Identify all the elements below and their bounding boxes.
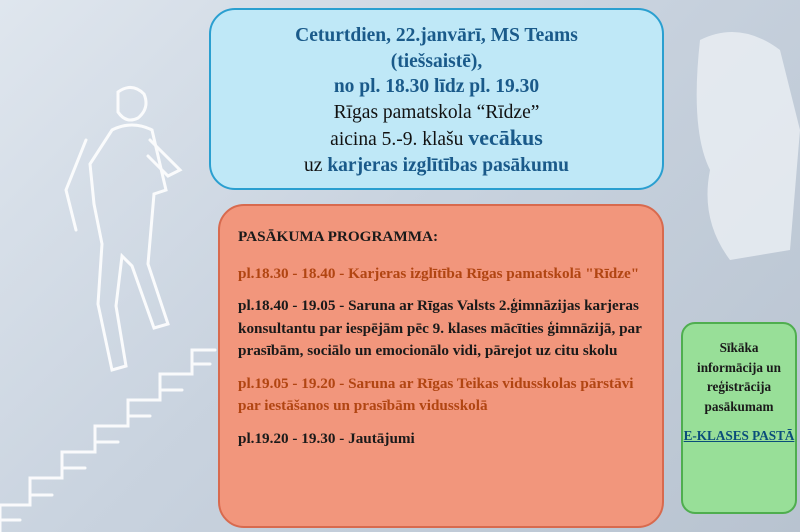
event-highlight: karjeras izglītības pasākumu [327, 154, 569, 176]
parents-highlight: vecākus [468, 125, 543, 150]
announcement-time: no pl. 18.30 līdz pl. 19.30 [333, 76, 540, 97]
program-heading: PASĀKUMA PROGRAMMA: [238, 228, 439, 245]
eklase-link[interactable]: E-KLASES PASTĀ [683, 428, 795, 443]
info-text: Sīkāka informācija un reģistrācija pasākumam [697, 340, 781, 414]
announcement-school: Rīgas pamatskola “Rīdze” [333, 101, 540, 123]
program-box [218, 204, 664, 528]
program-item: pl.18.30 - 18.40 - Karjeras izglītība Rīgas pamatskolā "Rīdze" [238, 264, 640, 282]
announcement-online: (tiešsaistē), [390, 50, 483, 72]
program-item: pl.19.20 - 19.30 - Jautājumi [238, 429, 415, 447]
announcement-invite: aicina 5.-9. klašu vecākus [330, 125, 543, 150]
announcement-event: uz karjeras izglītības pasākumu [304, 154, 569, 176]
program-item: pl.19.05 - 19.20 - Saruna ar Rīgas Teikas vidusskolas pārstāvi par iestāšanos un prasībām vidusskolā [238, 374, 634, 414]
info-box [681, 322, 797, 514]
announcement-date: Ceturtdien, 22.janvārī, MS Teams [295, 25, 578, 46]
announcement-box [209, 8, 664, 190]
program-item: pl.18.40 - 19.05 - Saruna ar Rīgas Valsts 2.ģimnāzijas karjeras konsultantu par iespējām pēc 9. klases mācīties ģimnāzijā, par prasībām, sociālo un emocionālo vidi, pārejot uz citu skolu [238, 297, 642, 359]
